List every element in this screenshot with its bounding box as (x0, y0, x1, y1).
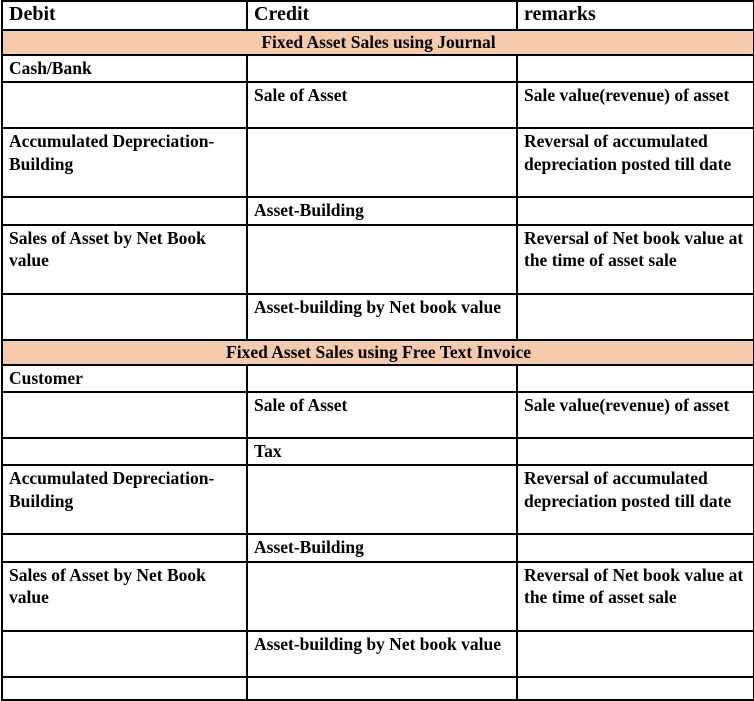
section-banner-row (2, 340, 754, 365)
cell-credit: Asset-building by Net book value (247, 631, 517, 677)
table-header (2, 1, 754, 30)
cell-credit (247, 365, 517, 392)
fixed-asset-sales-table (1, 0, 754, 701)
table-row (2, 631, 754, 677)
cell-remarks: Sale value(revenue) of asset (517, 392, 754, 438)
cell-remarks (517, 631, 754, 677)
cell-remarks (517, 677, 754, 700)
section-banner-label: Fixed Asset Sales using Journal (2, 30, 754, 55)
cell-debit: Accumulated Depreciation-Building (2, 128, 247, 197)
table-row (2, 365, 754, 392)
cell-debit: Customer (2, 365, 247, 392)
table-row (2, 562, 754, 631)
cell-credit (247, 562, 517, 631)
table-row (2, 465, 754, 534)
cell-debit (2, 392, 247, 438)
cell-debit: Cash/Bank (2, 55, 247, 82)
section-banner-row (2, 30, 754, 55)
cell-remarks (517, 534, 754, 561)
section-banner-label: Fixed Asset Sales using Free Text Invoice (2, 340, 754, 365)
cell-credit: Sale of Asset (247, 82, 517, 128)
cell-credit: Sale of Asset (247, 392, 517, 438)
cell-debit: Sales of Asset by Net Book value (2, 225, 247, 294)
cell-remarks: Reversal of accumulated depreciation posted till date (517, 128, 754, 197)
cell-remarks: Reversal of accumulated depreciation posted till date (517, 465, 754, 534)
table-row (2, 392, 754, 438)
table-row (2, 225, 754, 294)
cell-debit (2, 677, 247, 700)
cell-remarks (517, 197, 754, 224)
table-header-row (2, 1, 754, 30)
cell-remarks (517, 55, 754, 82)
cell-credit: Tax (247, 438, 517, 465)
cell-debit (2, 631, 247, 677)
cell-debit (2, 534, 247, 561)
cell-credit (247, 128, 517, 197)
column-header-debit: Debit (2, 1, 247, 30)
cell-credit (247, 225, 517, 294)
table-row (2, 534, 754, 561)
cell-debit (2, 197, 247, 224)
cell-remarks (517, 365, 754, 392)
table-row (2, 128, 754, 197)
cell-credit (247, 55, 517, 82)
cell-remarks: Sale value(revenue) of asset (517, 82, 754, 128)
cell-debit (2, 82, 247, 128)
cell-debit: Sales of Asset by Net Book value (2, 562, 247, 631)
cell-credit: Asset-Building (247, 534, 517, 561)
cell-credit: Asset-Building (247, 197, 517, 224)
table-row (2, 197, 754, 224)
table-row (2, 82, 754, 128)
table-row (2, 677, 754, 700)
cell-remarks: Reversal of Net book value at the time of asset sale (517, 225, 754, 294)
cell-credit (247, 677, 517, 700)
cell-debit (2, 438, 247, 465)
column-header-credit: Credit (247, 1, 517, 30)
cell-remarks (517, 438, 754, 465)
cell-debit: Accumulated Depreciation-Building (2, 465, 247, 534)
cell-credit: Asset-building by Net book value (247, 294, 517, 340)
table-row (2, 438, 754, 465)
column-header-remarks: remarks (517, 1, 754, 30)
cell-credit (247, 465, 517, 534)
cell-remarks (517, 294, 754, 340)
cell-remarks: Reversal of Net book value at the time of asset sale (517, 562, 754, 631)
table-row (2, 55, 754, 82)
cell-debit (2, 294, 247, 340)
table-row (2, 294, 754, 340)
table-body (2, 30, 754, 700)
